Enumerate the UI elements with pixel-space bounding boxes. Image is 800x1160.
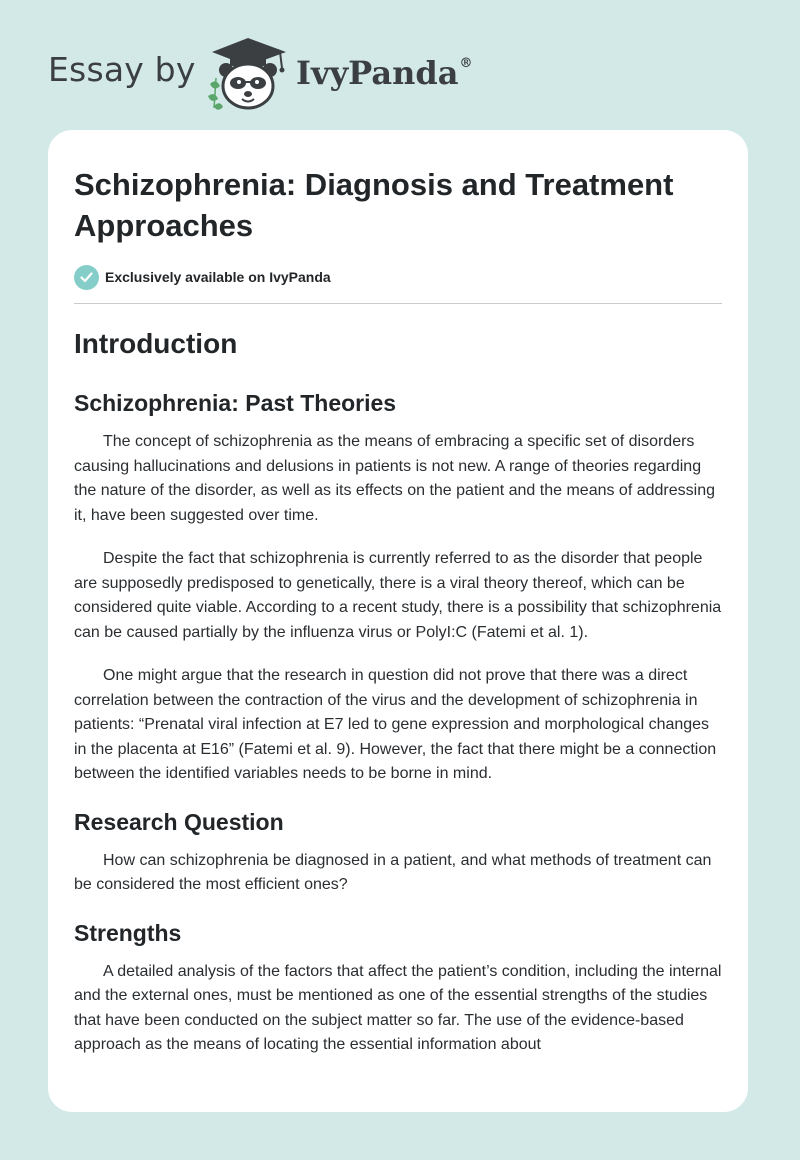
divider (74, 303, 722, 304)
page-title: Schizophrenia: Diagnosis and Treatment Approaches (74, 167, 674, 243)
brand-text: IvyPanda (296, 54, 459, 92)
section-heading-research-question: Research Question (74, 808, 284, 835)
exclusive-label: Exclusively available on IvyPanda (105, 269, 331, 285)
essay-card (48, 130, 748, 1112)
paragraph: A detailed analysis of the factors that affect the patient’s condition, including the internal and the external ones, must be mentioned as one of the essential strengths of the studies that have been conducted on the subject matter so far. The use of the evidence-based approach as the means of locating the essential information about (74, 962, 722, 1053)
article-body (74, 320, 724, 1058)
section-heading-past-theories: Schizophrenia: Past Theories (74, 390, 397, 416)
brand-name[interactable] (296, 54, 472, 92)
paragraph: Despite the fact that schizophrenia is currently referred to as the disorder that people are supposedly predisposed to genetically, there is a viral theory thereof, which can be considered quite viable. According to a recent study, there is a possibility that schizophrenia can be caused partially by the influenza virus or PolyI:C (Fatemi et al. 1). (74, 550, 722, 641)
section-heading-strengths: Strengths (74, 919, 182, 946)
section-heading-introduction: Introduction (74, 328, 238, 359)
panda-logo-icon[interactable] (202, 36, 294, 110)
essay-by-label: Essay by (48, 50, 196, 89)
registered-mark: ® (459, 56, 473, 71)
site-header (0, 0, 800, 120)
paragraph: How can schizophrenia be diagnosed in a patient, and what methods of treatment can be considered the most efficient ones? (74, 851, 712, 893)
paragraph: The concept of schizophrenia as the means of embracing a specific set of disorders causing hallucinations and delusions in patients is not new. A range of theories regarding the nature of the disorder, as well as its effects on the patient and the means of addressing it, have been suggested over time. (74, 433, 715, 524)
exclusive-badge (74, 264, 331, 290)
check-icon (74, 265, 99, 290)
paragraph: One might argue that the research in question did not prove that there was a direct correlation between the contraction of the virus and the development of schizophrenia in patients: “Prenatal viral infection at E7 led to gene expression and morphological changes in the placenta at E16” (Fatemi et al. 9). However, the fact that there might be a connection between the identified variables needs to be borne in mind. (74, 667, 717, 782)
